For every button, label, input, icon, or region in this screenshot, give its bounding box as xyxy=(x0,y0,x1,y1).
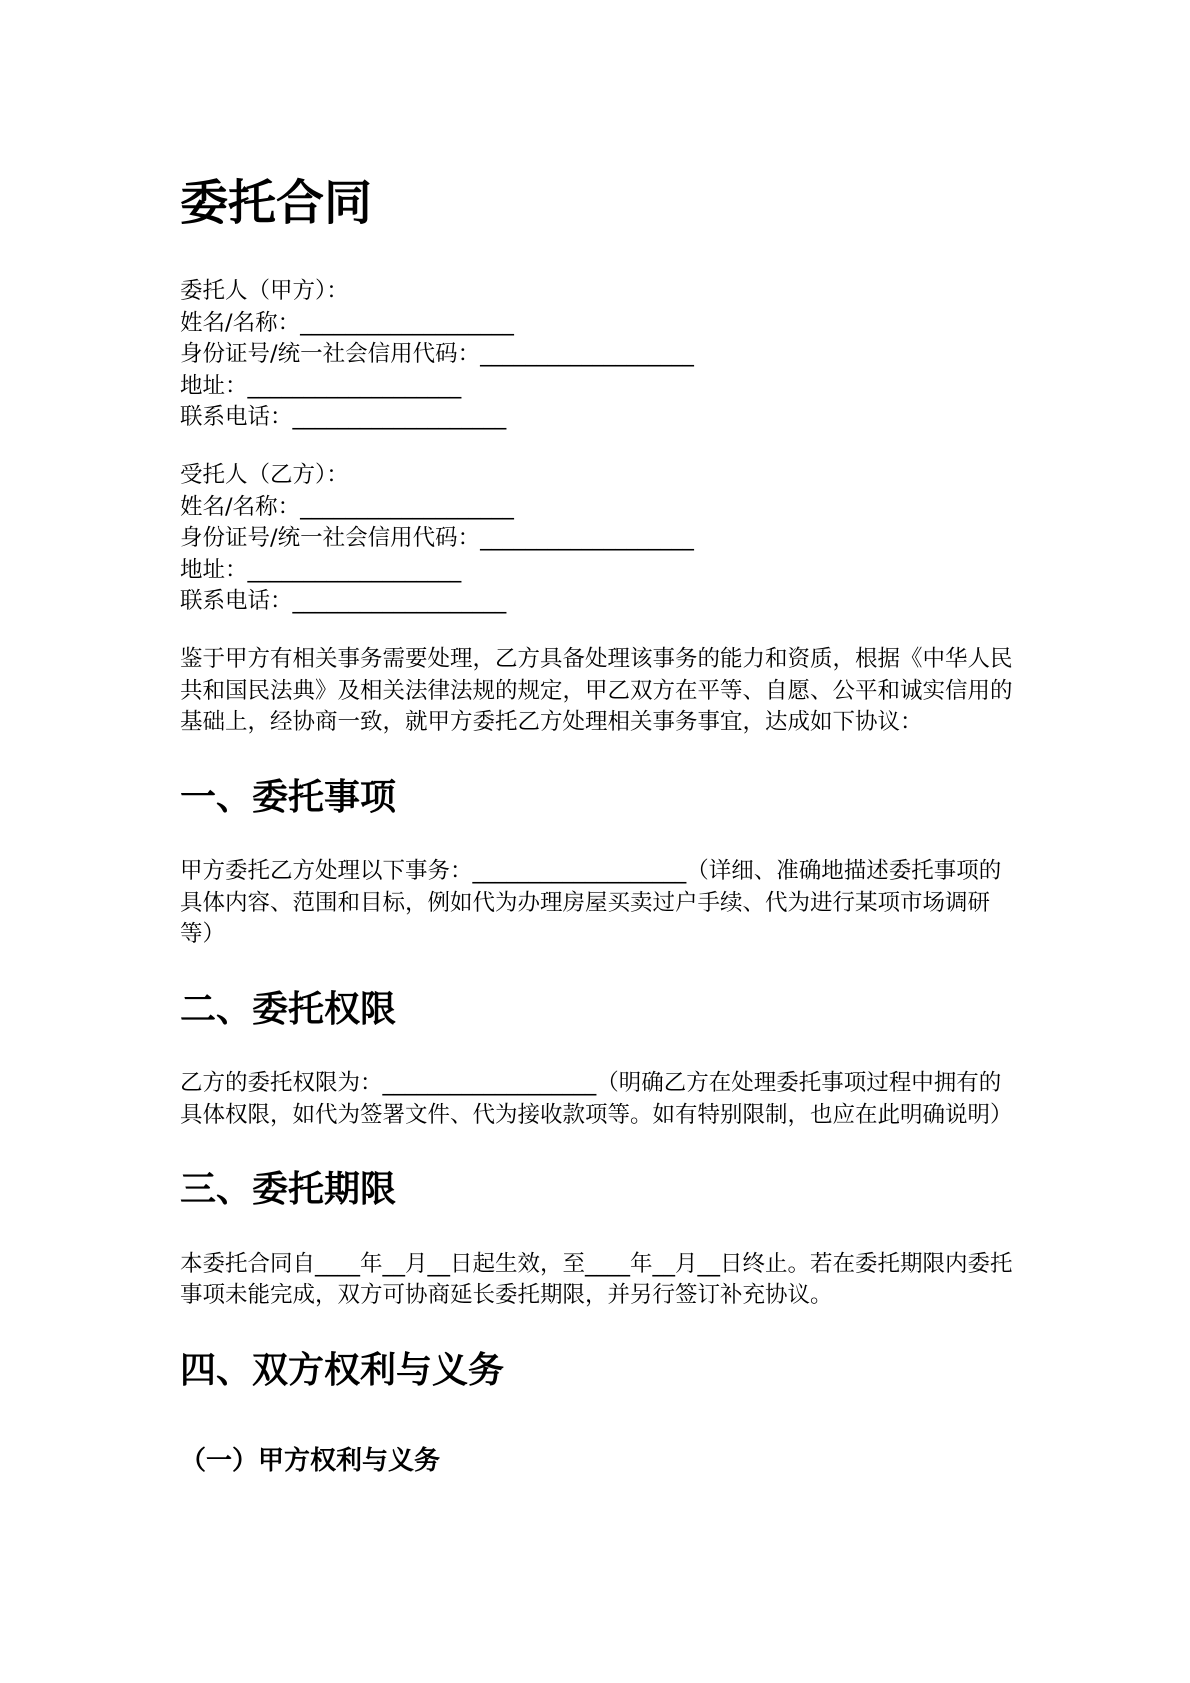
paragraph-line: 乙方的委托权限为：___________________（明确乙方在处理委托事项过程中拥有的 xyxy=(180,1070,1002,1096)
paragraph-line: 甲方委托乙方处理以下事务：___________________（详细、准确地描述委托事项的 xyxy=(180,858,1002,884)
fill-in-blank: ___________________ xyxy=(480,525,694,551)
agent-party-block xyxy=(180,460,1040,618)
fill-in-blank: ___________________ xyxy=(292,404,507,430)
paragraph-line: 等） xyxy=(180,921,226,947)
document-title: 委托合同 xyxy=(180,175,373,231)
field-label: 姓名/名称： xyxy=(180,493,301,520)
field-label: 身份证号/统一社会信用代码： xyxy=(180,525,481,551)
principal-name-row xyxy=(180,308,1040,340)
delegated-matters-paragraph xyxy=(180,856,1040,951)
section-heading-rights-obligations: 四、双方权利与义务 xyxy=(180,1349,505,1391)
principal-heading: 委托人（甲方）： xyxy=(180,278,349,304)
term-paragraph xyxy=(180,1249,1040,1312)
fill-in-blank: ___________________ xyxy=(300,493,514,520)
paragraph-line: 基础上，经协商一致，就甲方委托乙方处理相关事务事宜，达成如下协议： xyxy=(180,709,923,735)
fill-in-blank: ___________________ xyxy=(480,341,694,367)
document-body xyxy=(180,173,1040,1479)
paragraph-line: 本委托合同自____年__月__日起生效，至____年__月__日终止。若在委托期限内委托 xyxy=(180,1250,1013,1277)
principal-address-row xyxy=(180,371,1040,403)
agent-heading: 受托人（乙方）： xyxy=(180,462,349,488)
field-label: 姓名/名称： xyxy=(180,309,301,336)
fill-in-blank: ___________________ xyxy=(300,309,514,336)
paragraph-line: 鉴于甲方有相关事务需要处理，乙方具备处理该事务的能力和资质，根据《中华人民 xyxy=(180,646,1013,672)
field-label: 联系电话： xyxy=(180,404,293,430)
agent-phone-row xyxy=(180,586,1040,618)
field-label: 地址： xyxy=(180,556,248,583)
field-label: 地址： xyxy=(180,372,248,399)
agent-address-row xyxy=(180,555,1040,587)
section-heading-delegated-matters: 一、委托事项 xyxy=(180,776,397,818)
paragraph-line: 具体权限，如代为签署文件、代为接收款项等。如有特别限制，也应在此明确说明） xyxy=(180,1101,1013,1128)
principal-party-block xyxy=(180,276,1040,434)
principal-phone-row xyxy=(180,402,1040,434)
agent-id-row xyxy=(180,523,1040,555)
authority-paragraph xyxy=(180,1068,1040,1131)
preamble-paragraph xyxy=(180,644,1040,739)
fill-in-blank: ___________________ xyxy=(292,588,507,614)
paragraph-line: 事项未能完成，双方可协商延长委托期限，并另行签订补充协议。 xyxy=(180,1282,833,1308)
paragraph-line: 具体内容、范围和目标，例如代为办理房屋买卖过户手续、代为进行某项市场调研 xyxy=(180,889,991,916)
fill-in-blank: ___________________ xyxy=(247,372,462,399)
principal-id-row xyxy=(180,339,1040,371)
field-label: 联系电话： xyxy=(180,588,293,614)
fill-in-blank: ___________________ xyxy=(247,556,462,583)
paragraph-line: 共和国民法典》及相关法律法规的规定，甲乙双方在平等、自愿、公平和诚实信用的 xyxy=(180,677,1013,704)
section-heading-authority: 二、委托权限 xyxy=(180,988,397,1030)
agent-name-row xyxy=(180,492,1040,524)
section-heading-term: 三、委托期限 xyxy=(180,1169,397,1210)
field-label: 身份证号/统一社会信用代码： xyxy=(180,341,481,367)
subsection-heading-party-a: （一）甲方权利与义务 xyxy=(180,1445,441,1476)
